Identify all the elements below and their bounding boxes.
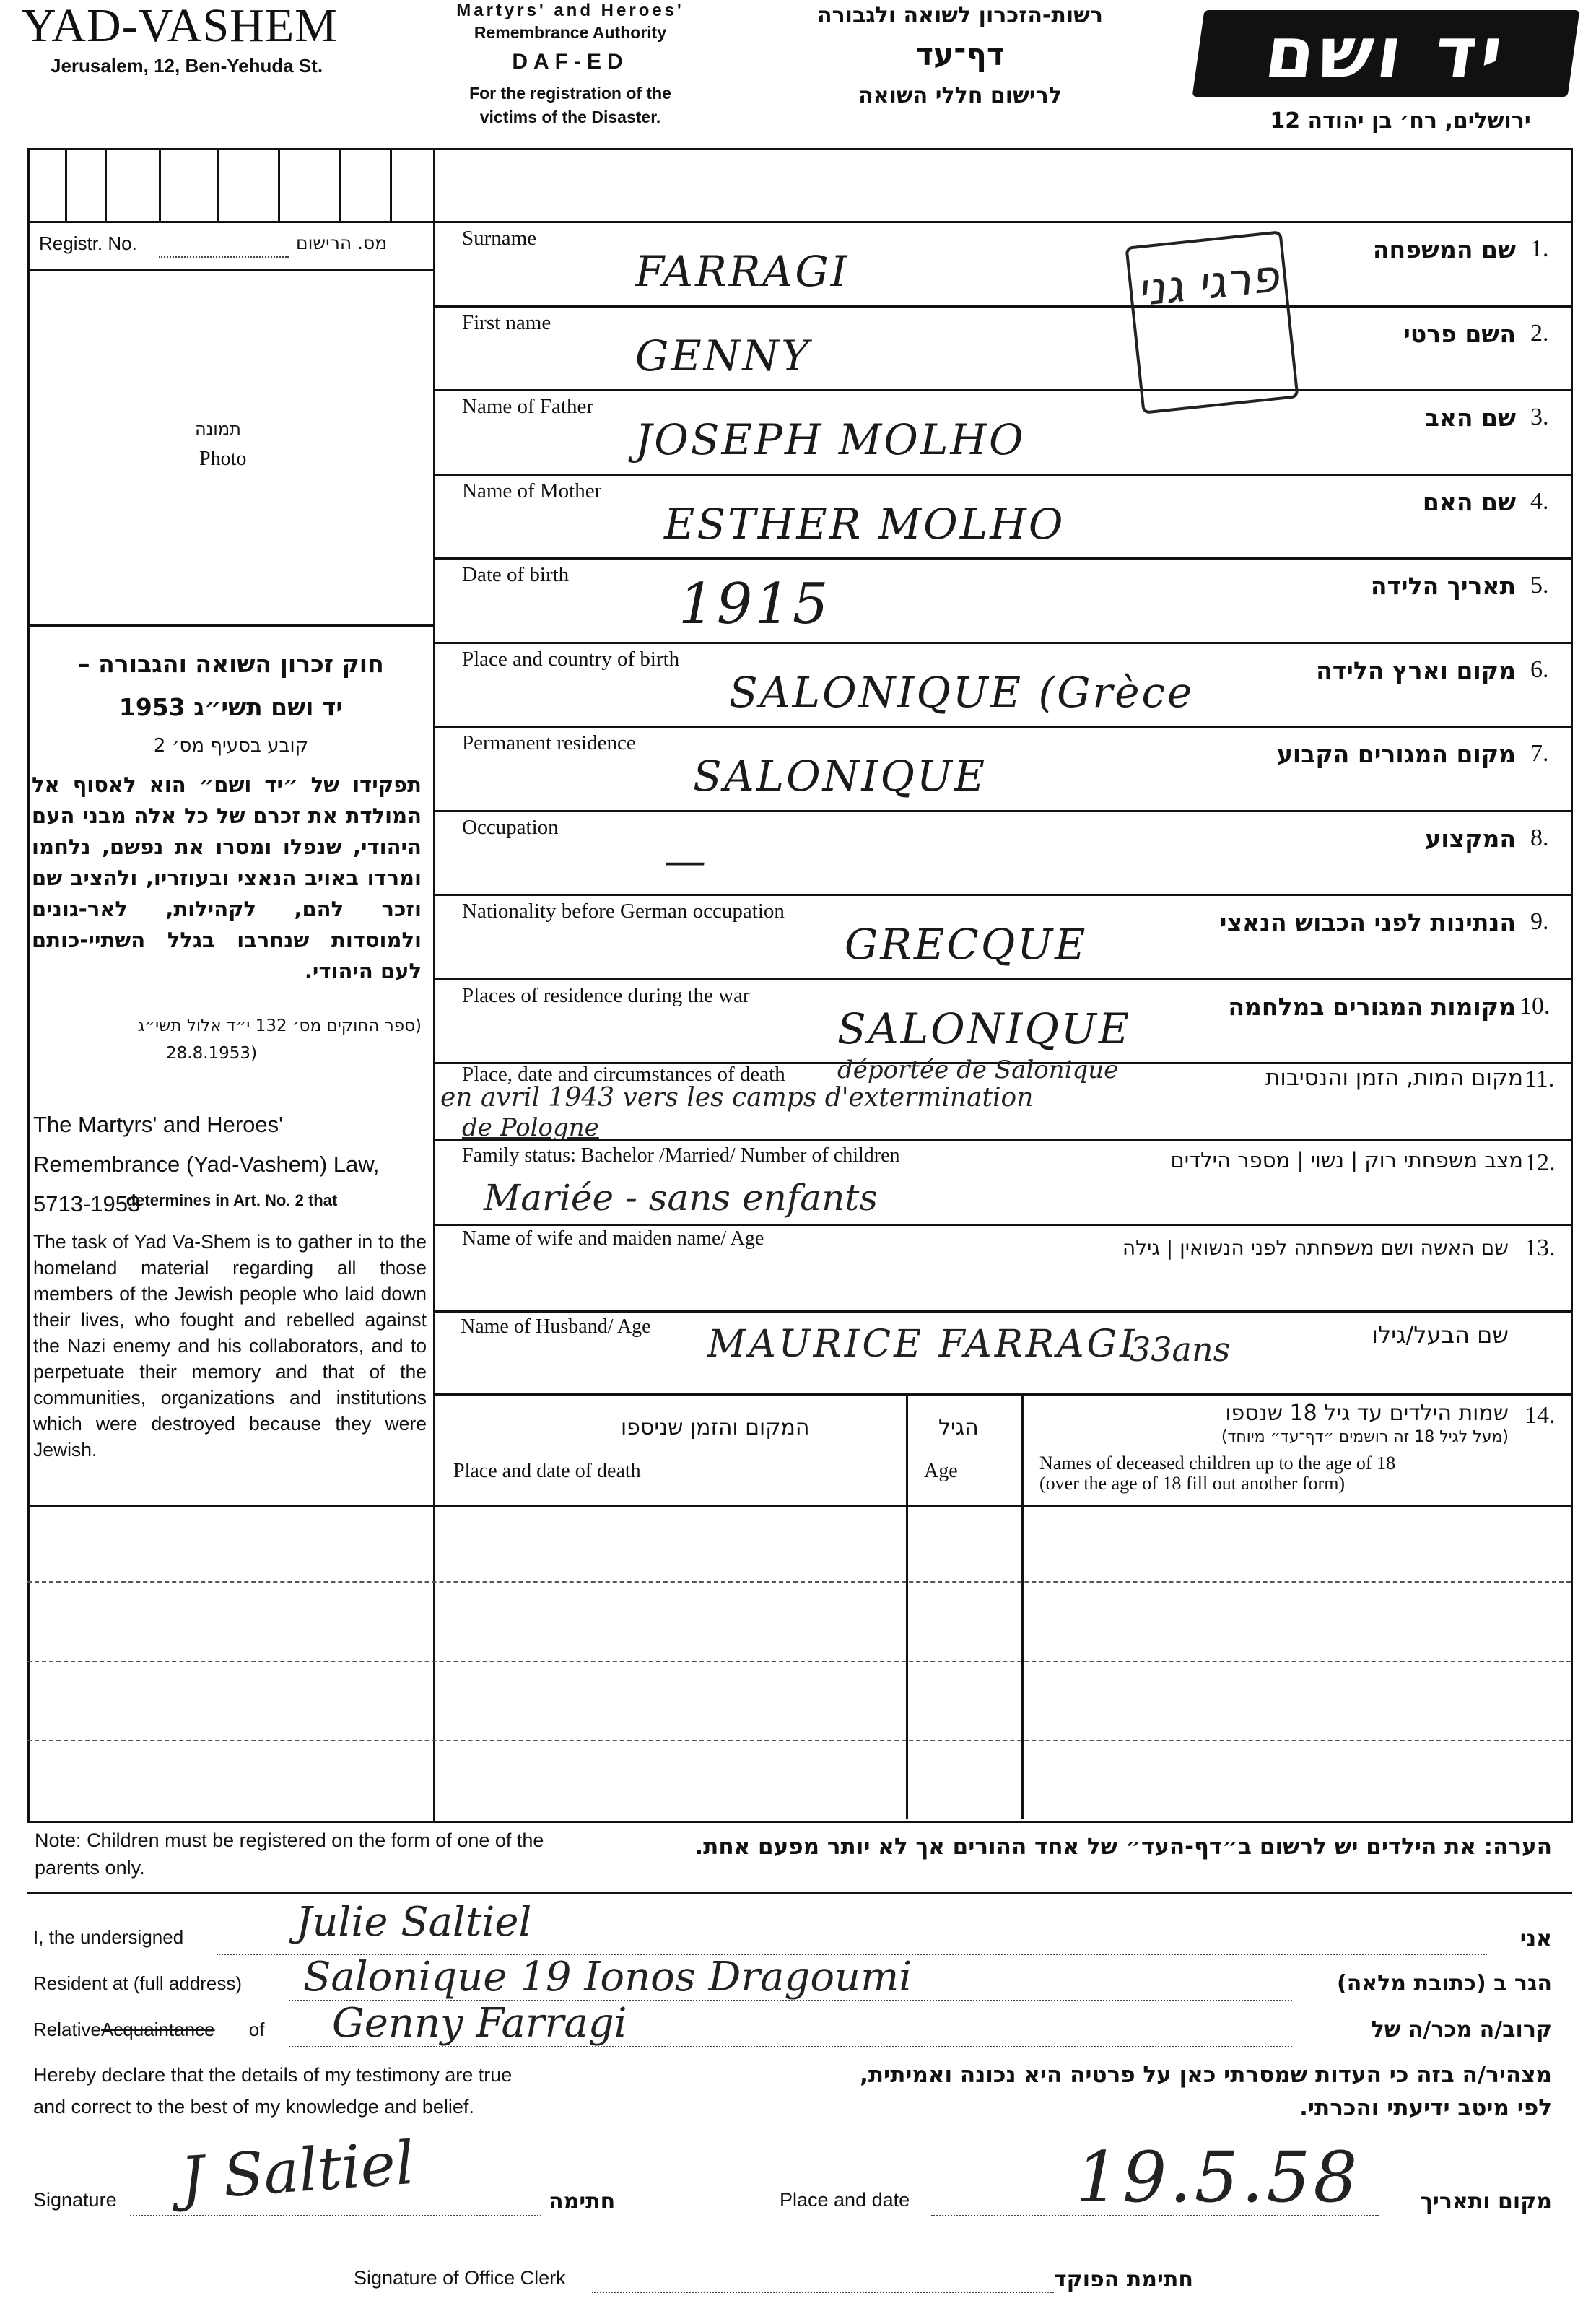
- field-label: Name of Mother: [462, 479, 602, 502]
- header-heb-line1: רשות-הזכרון לשואה ולגבורה: [817, 3, 1103, 28]
- relative-heb: קרוב/ה מכר/ה של: [1371, 2017, 1552, 2042]
- declare-line1: Hereby declare that the details of my testimony are true: [33, 2064, 513, 2086]
- margin-note-box: [1125, 230, 1299, 414]
- husband-value: MAURICE FARRAGI: [707, 1323, 1138, 1366]
- place-date-label: Place and date: [780, 2189, 910, 2211]
- field13-label: Name of wife and maiden name/ Age: [462, 1227, 764, 1250]
- field-label: Surname: [462, 227, 537, 250]
- header-heb-line2: דף־עד: [915, 37, 1005, 72]
- field-label: Name of Father: [462, 395, 593, 418]
- field-value: FARRAGI: [635, 247, 850, 296]
- field-value: GENNY: [635, 331, 811, 380]
- header-center-line5: victims of the Disaster.: [479, 108, 661, 126]
- header-center-line2: Remembrance Authority: [474, 23, 667, 42]
- field-num: 5.: [1530, 572, 1549, 599]
- col-names-heb: שמות הילדים עד גיל 18 שנספו: [1225, 1401, 1509, 1426]
- col-place-heb: המקום והזמן שניספו: [621, 1415, 810, 1440]
- field-num: 4.: [1530, 488, 1549, 515]
- field-value: ESTHER MOLHO: [664, 500, 1065, 549]
- signature-label: Signature: [33, 2189, 117, 2211]
- husband-label: Name of Husband/ Age: [461, 1315, 651, 1338]
- field-label: Place and country of birth: [462, 648, 680, 671]
- col-age-heb: הגיל: [938, 1415, 979, 1440]
- field12-value: Mariée - sans enfants: [484, 1177, 878, 1219]
- resident-value: Salonique 19 Ionos Dragoumi: [303, 1954, 912, 2001]
- declare-en: [33, 2059, 512, 2123]
- photo-label: Photo: [199, 448, 247, 470]
- field-value: 1915: [679, 572, 831, 637]
- field-value: JOSEPH MOLHO: [635, 415, 1026, 464]
- resident-heb: הגר ב (כתובת מלאה): [1336, 1971, 1552, 1996]
- photo-heb: תמונה: [195, 419, 241, 439]
- field-heb: המקצוע: [1425, 824, 1516, 853]
- field-heb: שם האב: [1424, 404, 1516, 432]
- field-heb: השם פרטי: [1403, 320, 1516, 348]
- col-age-label: Age: [924, 1460, 958, 1482]
- undersigned-value: Julie Saltiel: [296, 1899, 532, 1946]
- law-heb-subtitle: יד ושם תשי״ג 1953: [118, 693, 344, 721]
- field12-label: Family status: Bachelor /Married/ Number of children: [462, 1144, 900, 1167]
- field-heb: שם המשפחה: [1372, 235, 1516, 264]
- field-heb: הנתינות לפני הכבוש הנאצי: [1219, 908, 1516, 936]
- header-center-line3: DAF-ED: [512, 50, 629, 74]
- field-num: 1.: [1530, 235, 1549, 262]
- field-label: Permanent residence: [462, 731, 636, 754]
- field11-heb: מקום המות, הזמן והנסיבות: [1265, 1065, 1523, 1091]
- field-num: 9.: [1530, 908, 1549, 935]
- header-heb-address: ירושלים, רח׳ בן יהודה 12: [1270, 108, 1531, 134]
- field12-num: 12.: [1525, 1149, 1556, 1176]
- field-heb: מקומות המגורים במלחמה: [1228, 993, 1516, 1021]
- field-label: Occupation: [462, 816, 559, 839]
- col-place-label: Place and date of death: [453, 1460, 641, 1482]
- field11-value-b: en avril 1943 vers les camps d'extermination: [440, 1083, 1034, 1113]
- field-heb: תאריך הלידה: [1370, 572, 1516, 600]
- field11-label: Place, date and circumstances of death: [462, 1063, 785, 1086]
- law-en-determines: determines in Art. No. 2 that: [126, 1191, 338, 1209]
- note-en-text: Children must be registered on the form of one of the parents only.: [35, 1829, 544, 1879]
- header-center-line1: Martyrs' and Heroes': [456, 1, 684, 20]
- relative-label: Relative: [33, 2019, 101, 2040]
- header-hebrew: [780, 0, 1141, 114]
- husband-age: 33ans: [1130, 1330, 1231, 1369]
- field-value: SALONIQUE: [837, 1004, 1132, 1053]
- resident-label: Resident at (full address): [33, 1972, 243, 1994]
- registr-heb: מס. הרישום: [296, 232, 388, 253]
- registr-label: Registr. No.: [39, 232, 137, 254]
- undersigned-heb: אני: [1519, 1926, 1552, 1951]
- header-heb-line3: לרישום חללי השואה: [858, 83, 1062, 108]
- field-heb: מקום המגורים הקבוע: [1276, 740, 1516, 768]
- field-heb: שם האם: [1422, 488, 1516, 516]
- relative-value: Genny Farragi: [332, 2000, 627, 2047]
- field-label: First name: [462, 311, 551, 334]
- field-num: 3.: [1530, 404, 1549, 430]
- field-num: 8.: [1530, 824, 1549, 851]
- yad-vashem-logo: [1192, 10, 1580, 97]
- field12-heb: מצב משפחתי רוק | נשוי | מספר הילדים: [1170, 1148, 1523, 1172]
- place-date-heb: מקום ותאריך: [1420, 2189, 1552, 2214]
- field-num: 7.: [1530, 740, 1549, 767]
- place-date-value: 19.5.58: [1076, 2137, 1361, 2218]
- field-value: SALONIQUE: [693, 752, 987, 801]
- law-en-title: The Martyrs' and Heroes' Remembrance (Yad-Vashem) Law, 5713-1953: [33, 1112, 380, 1217]
- children-num: 14.: [1525, 1402, 1556, 1429]
- col-names-line2: (over the age of 18 fill out another form): [1039, 1473, 1346, 1494]
- law-en-body: The task of Yad Va-Shem is to gather in to the homeland material regarding all those members of the Jewish people who laid down their lives, who fought and rebelled against the Nazi enemy and his collaborators, and to perpetuate their memory and that of the communities, organizations and institutions which were destroyed because they were Jewish.: [33, 1231, 427, 1461]
- field-label: Date of birth: [462, 563, 570, 586]
- margin-note-text: פרגי גני: [1134, 249, 1282, 317]
- field-value: SALONIQUE (Grèce: [729, 668, 1195, 717]
- declare-heb-2: לפי מיטב ידיעתי והכרתי.: [1299, 2095, 1552, 2121]
- clerk-label: Signature of Office Clerk: [354, 2267, 566, 2289]
- law-heb-body: תפקידו של ״יד ושם״ הוא לאסוף אל המולדת את זכרם של כל אלה מבני העם היהודי, שנפלו ומסרו את נפשם, נלחמו ומרדו באויב הנאצי ובעוזריו, ולהציב שם וזכר להם, לקהילות, לאר-גונים ולמוסדות שנחרבו בגלל השתיי-כותם לעם היהודי.: [32, 772, 422, 983]
- field-value: GRECQUE: [845, 920, 1088, 969]
- header-center: [404, 0, 736, 129]
- field11-num: 11.: [1525, 1066, 1555, 1092]
- field-label: Nationality before German occupation: [462, 900, 785, 923]
- field-num: 10.: [1519, 993, 1551, 1019]
- clerk-heb: חתימת הפוקד: [1054, 2267, 1193, 2292]
- field-value: —: [664, 836, 708, 885]
- field-label: Places of residence during the war: [462, 984, 750, 1007]
- field-num: 2.: [1530, 320, 1549, 347]
- field13-heb: שם האשה ושם משפחתה לפני הנשואין | גילה: [1122, 1236, 1509, 1260]
- husband-heb: שם הבעל/גילו: [1372, 1321, 1509, 1349]
- field-num: 6.: [1530, 656, 1549, 683]
- relative-of: of: [248, 2019, 265, 2040]
- header-address: Jerusalem, 12, Ben-Yehuda St.: [51, 55, 323, 77]
- field-heb: מקום וארץ הלידה: [1316, 656, 1516, 684]
- note-en-label: Note:: [35, 1829, 82, 1851]
- undersigned-label: I, the undersigned: [33, 1926, 184, 1948]
- col-names-heb-note: (מעל לגיל 18 זה רושמים ״דף־עד״ מיוחד): [1221, 1428, 1509, 1446]
- field11-value-a: déportée de Salonique: [837, 1056, 1119, 1084]
- signature-heb: חתימה: [549, 2189, 616, 2214]
- note-heb: הערה: את הילדים יש לרשום ב״דף-העד״ של אחד ההורים אך לא יותר מפעם אחת.: [694, 1834, 1552, 1860]
- law-heb-source: (ספר החוקים מס׳ 132 י״ד אלול תשי״ג: [137, 1017, 422, 1035]
- signature-value: J Saltiel: [178, 2128, 417, 2214]
- law-heb-title: חוק זכרון השואה והגבורה –: [78, 650, 384, 678]
- col-names-line1: Names of deceased children up to the age of 18: [1039, 1453, 1396, 1474]
- note-en: [35, 1827, 583, 1881]
- field11-value-c: de Pologne: [462, 1113, 599, 1142]
- law-heb-section: קובע בסעיף מס׳ 2: [153, 735, 309, 757]
- law-heb-date: (28.8.1953: [166, 1044, 258, 1063]
- declare-heb-1: מצהיר/ה בזה כי העדות שמסרתי כאן על פרטיה היא נכונה ואמיתית,: [860, 2062, 1552, 2088]
- declare-line2: and correct to the best of my knowledge and belief.: [33, 2096, 474, 2118]
- logo-text: יד ושם: [1260, 12, 1512, 95]
- relative-struck: Acquaintance: [100, 2019, 215, 2040]
- header-center-line4: For the registration of the: [469, 84, 671, 103]
- header-title: YAD-VASHEM: [22, 0, 338, 52]
- field13-num: 13.: [1525, 1235, 1556, 1261]
- relative-label-group: [33, 2019, 264, 2041]
